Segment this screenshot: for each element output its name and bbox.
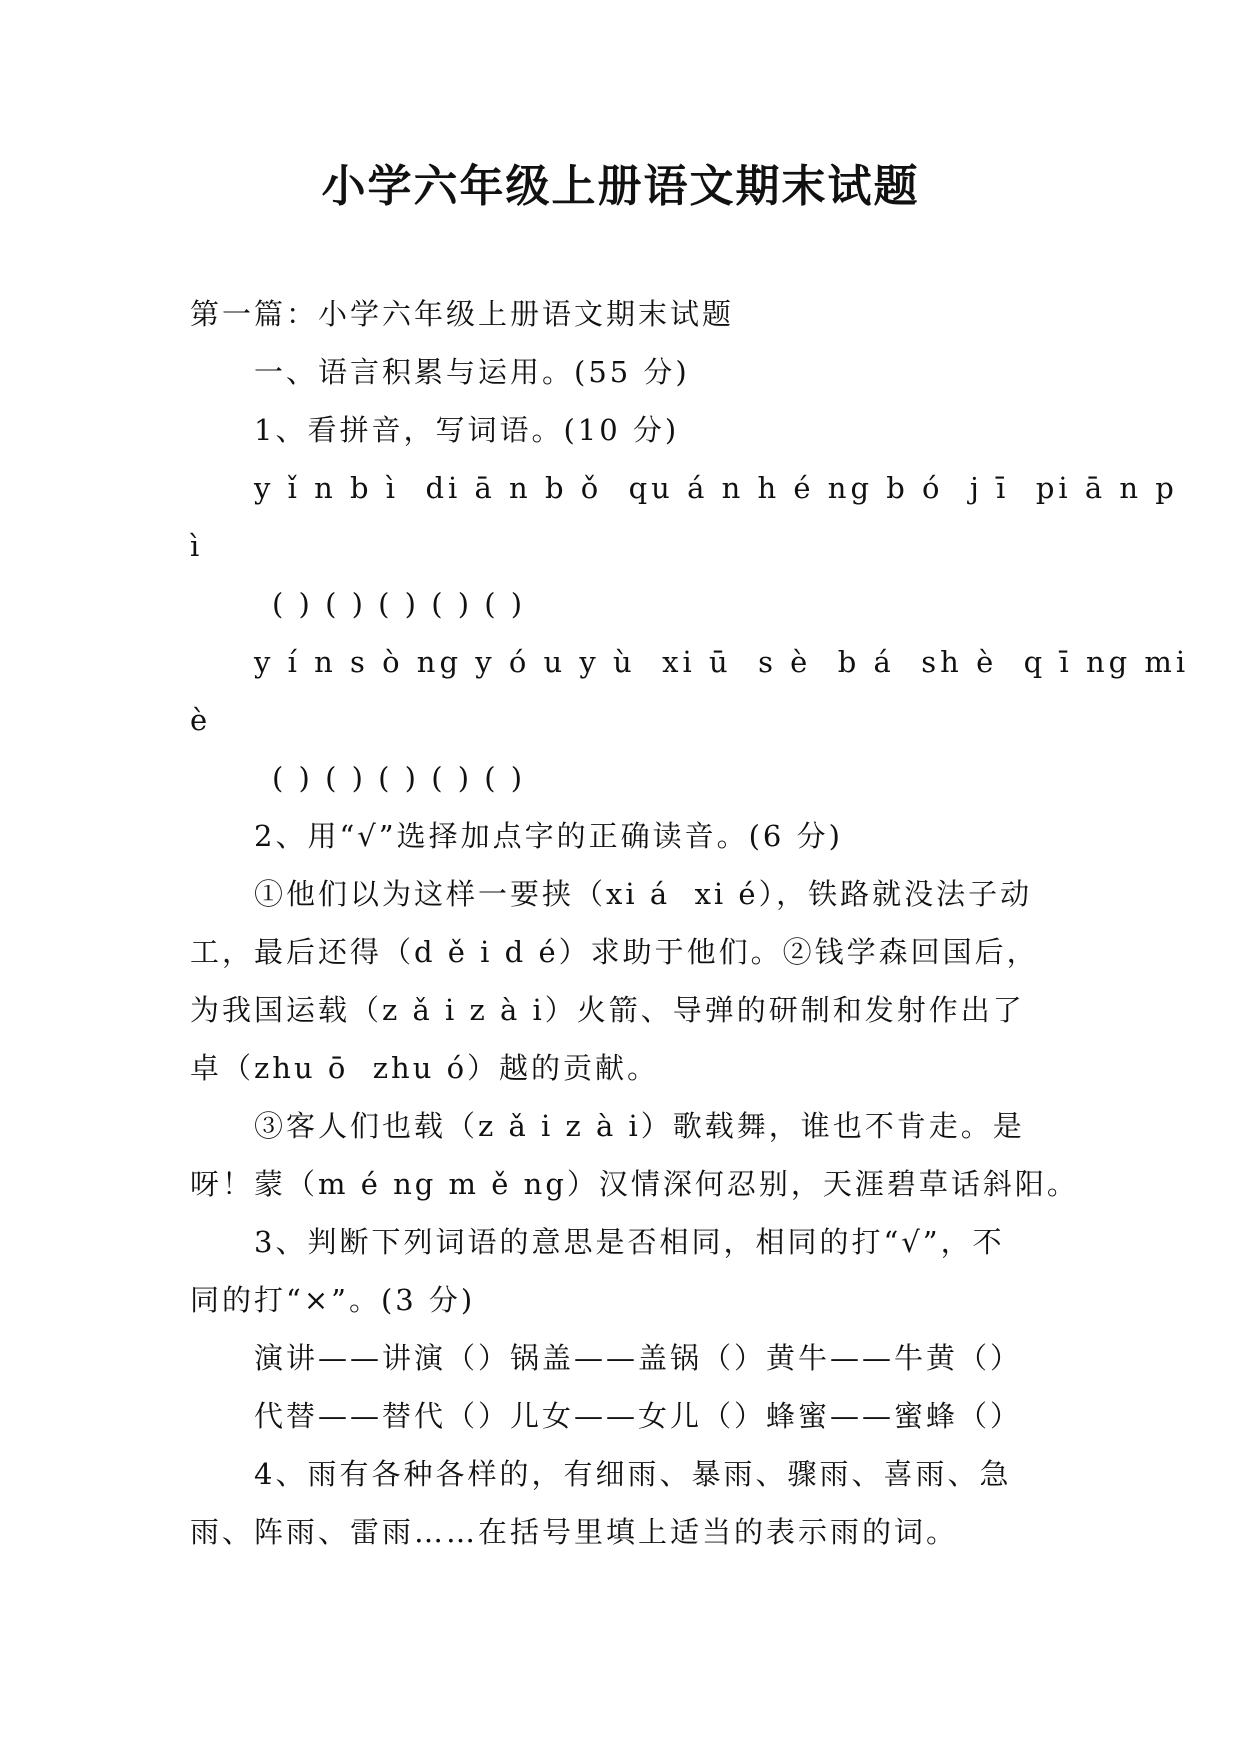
pinyin-line-1-wrap: ì (190, 529, 204, 563)
part-one-heading: 一、语言积累与运用。(55 分) (254, 355, 690, 389)
document-title: 小学六年级上册语文期末试题 (321, 161, 920, 212)
pinyin-line-2: y í n s ò ng y ó u y ù xi ū s è b á sh è q ī ng mi (254, 645, 1190, 679)
document-body (190, 285, 1190, 1561)
answer-blanks-1: ( ) ( ) ( ) ( ) ( ) (272, 587, 526, 621)
question-1-heading: 1、看拼音，写词语。(10 分) (254, 413, 680, 447)
section-heading: 第一篇：小学六年级上册语文期末试题 (190, 297, 735, 331)
pinyin-line-2-wrap: è (190, 703, 212, 737)
question-2-text-line: ①他们以为这样一要挟（xi á xi é），铁路就没法子动 (254, 877, 1033, 911)
question-4-heading: 4、雨有各种各样的，有细雨、暴雨、骤雨、喜雨、急 (254, 1457, 1012, 1491)
question-3-heading-wrap: 同的打“×”。(3 分) (190, 1283, 476, 1317)
word-pair-row: 演讲——讲演（）锅盖——盖锅（）黄牛——牛黄（） (254, 1341, 1023, 1375)
pinyin-line-1: y ǐ n b ì di ā n b ǒ qu á n h é ng b ó j ī pi ā n p (254, 471, 1178, 505)
question-2-text-line: ③客人们也载（z ǎ i z à i）歌载舞，谁也不肯走。是 (254, 1109, 1025, 1143)
question-2-text-line: 工，最后还得（d ě i d é）求助于他们。②钱学森回国后， (190, 935, 1039, 969)
question-2-text-line: 卓（zhu ō zhu ó）越的贡献。 (190, 1051, 660, 1085)
word-pair-row: 代替——替代（）儿女——女儿（）蜂蜜——蜜蜂（） (254, 1399, 1023, 1433)
question-2-text-line: 为我国运载（z ǎ i z à i）火箭、导弹的研制和发射作出了 (190, 993, 1025, 1027)
question-2-text-line: 呀！蒙（m é ng m ě ng）汉情深何忍别，天涯碧草话斜阳。 (190, 1167, 1079, 1201)
question-4-heading-wrap: 雨、阵雨、雷雨……在括号里填上适当的表示雨的词。 (190, 1515, 959, 1549)
question-3-heading: 3、判断下列词语的意思是否相同，相同的打“√”，不 (254, 1225, 1005, 1259)
question-2-heading: 2、用“√”选择加点字的正确读音。(6 分) (254, 819, 843, 853)
answer-blanks-2: ( ) ( ) ( ) ( ) ( ) (272, 761, 526, 795)
